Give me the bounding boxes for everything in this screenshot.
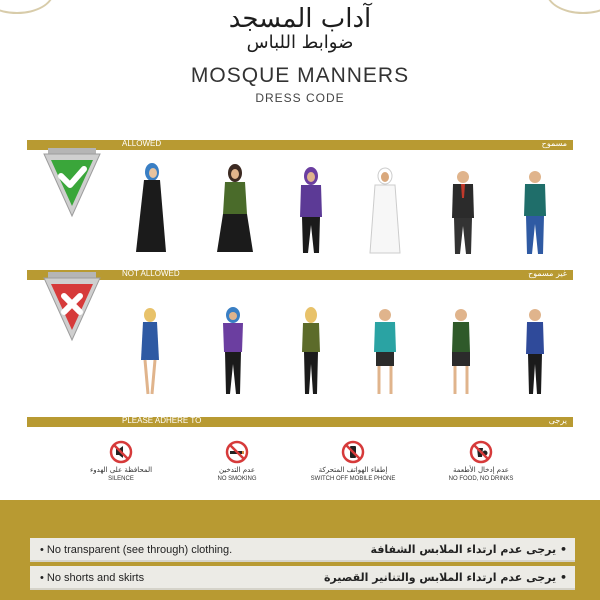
guideline-2-ar: • يرجى عدم ارتداء الملابس والتنانير القصيرة: [305, 566, 575, 590]
not-allowed-label-en: NOT ALLOWED: [122, 269, 180, 278]
arabic-subtitle: ضوابط اللباس: [246, 32, 354, 53]
not-allowed-label-ar: غير مسموح: [528, 269, 567, 278]
figure-man-tank-top-shorts: [446, 306, 476, 396]
no-smoking-icon: [225, 440, 249, 464]
figure-man-shorts: [370, 306, 400, 396]
allowed-bar: [27, 140, 573, 150]
adhere-bar: [27, 417, 573, 427]
rule-mobile-ar: إطفاء الهواتف المتحركة: [318, 466, 388, 474]
guideline-1-ar: • يرجى عدم ارتداء الملابس الشفافة: [305, 538, 575, 562]
rule-no-food-ar: عدم إدخال الأطعمة: [453, 466, 509, 474]
rule-silence-ar: المحافظة على الهدوء: [89, 466, 153, 474]
rule-silence: [76, 440, 166, 483]
not-allowed-x-badge-icon: [40, 270, 104, 344]
no-mobile-phone-icon: [341, 440, 365, 464]
figure-woman-short-dress: [136, 306, 164, 396]
no-noise-icon: [109, 440, 133, 464]
allowed-label-ar: مسموح: [541, 139, 567, 148]
figure-man-teal-shirt: [518, 168, 552, 258]
figure-man-white-kandura: [364, 165, 406, 257]
rule-no-smoking-en: NO SMOKING: [217, 476, 257, 482]
adhere-label-ar: يرجى: [548, 416, 567, 425]
arabic-title: آداب المسجد: [228, 4, 372, 34]
rule-silence-en: SILENCE: [108, 476, 134, 482]
guidelines-panel: [0, 500, 600, 600]
rule-mobile-en: SWITCH OFF MOBILE PHONE: [310, 476, 396, 482]
guideline-2-en: • No shorts and skirts: [30, 566, 305, 590]
allowed-label-en: ALLOWED: [122, 139, 162, 148]
adhere-label-en: PLEASE ADHERE TO: [122, 416, 202, 425]
page-subtitle: DRESS CODE: [255, 91, 345, 105]
rule-mobile: [308, 440, 398, 483]
figure-woman-purple-tight: [216, 306, 250, 396]
rule-no-smoking-ar: عدم التدخين: [218, 466, 256, 474]
rule-no-smoking: [192, 440, 282, 483]
not-allowed-bar: [27, 270, 573, 280]
no-food-drinks-icon: [469, 440, 493, 464]
rule-no-food-en: NO FOOD, NO DRINKS: [448, 476, 514, 482]
page-title: MOSQUE MANNERS: [190, 64, 410, 87]
figure-man-suit: [446, 168, 480, 258]
figure-woman-green-jacket: [213, 162, 257, 258]
guideline-1-en: • No transparent (see through) clothing.: [30, 538, 305, 562]
rules-row: [0, 440, 600, 500]
rule-no-food: [436, 440, 526, 483]
figure-woman-abaya-hijab: [130, 160, 174, 260]
figure-man-sleeveless-blue: [520, 306, 550, 396]
allowed-check-badge-icon: [40, 146, 104, 220]
figure-woman-sleeveless: [296, 306, 326, 396]
figure-woman-purple-top: [294, 165, 328, 257]
